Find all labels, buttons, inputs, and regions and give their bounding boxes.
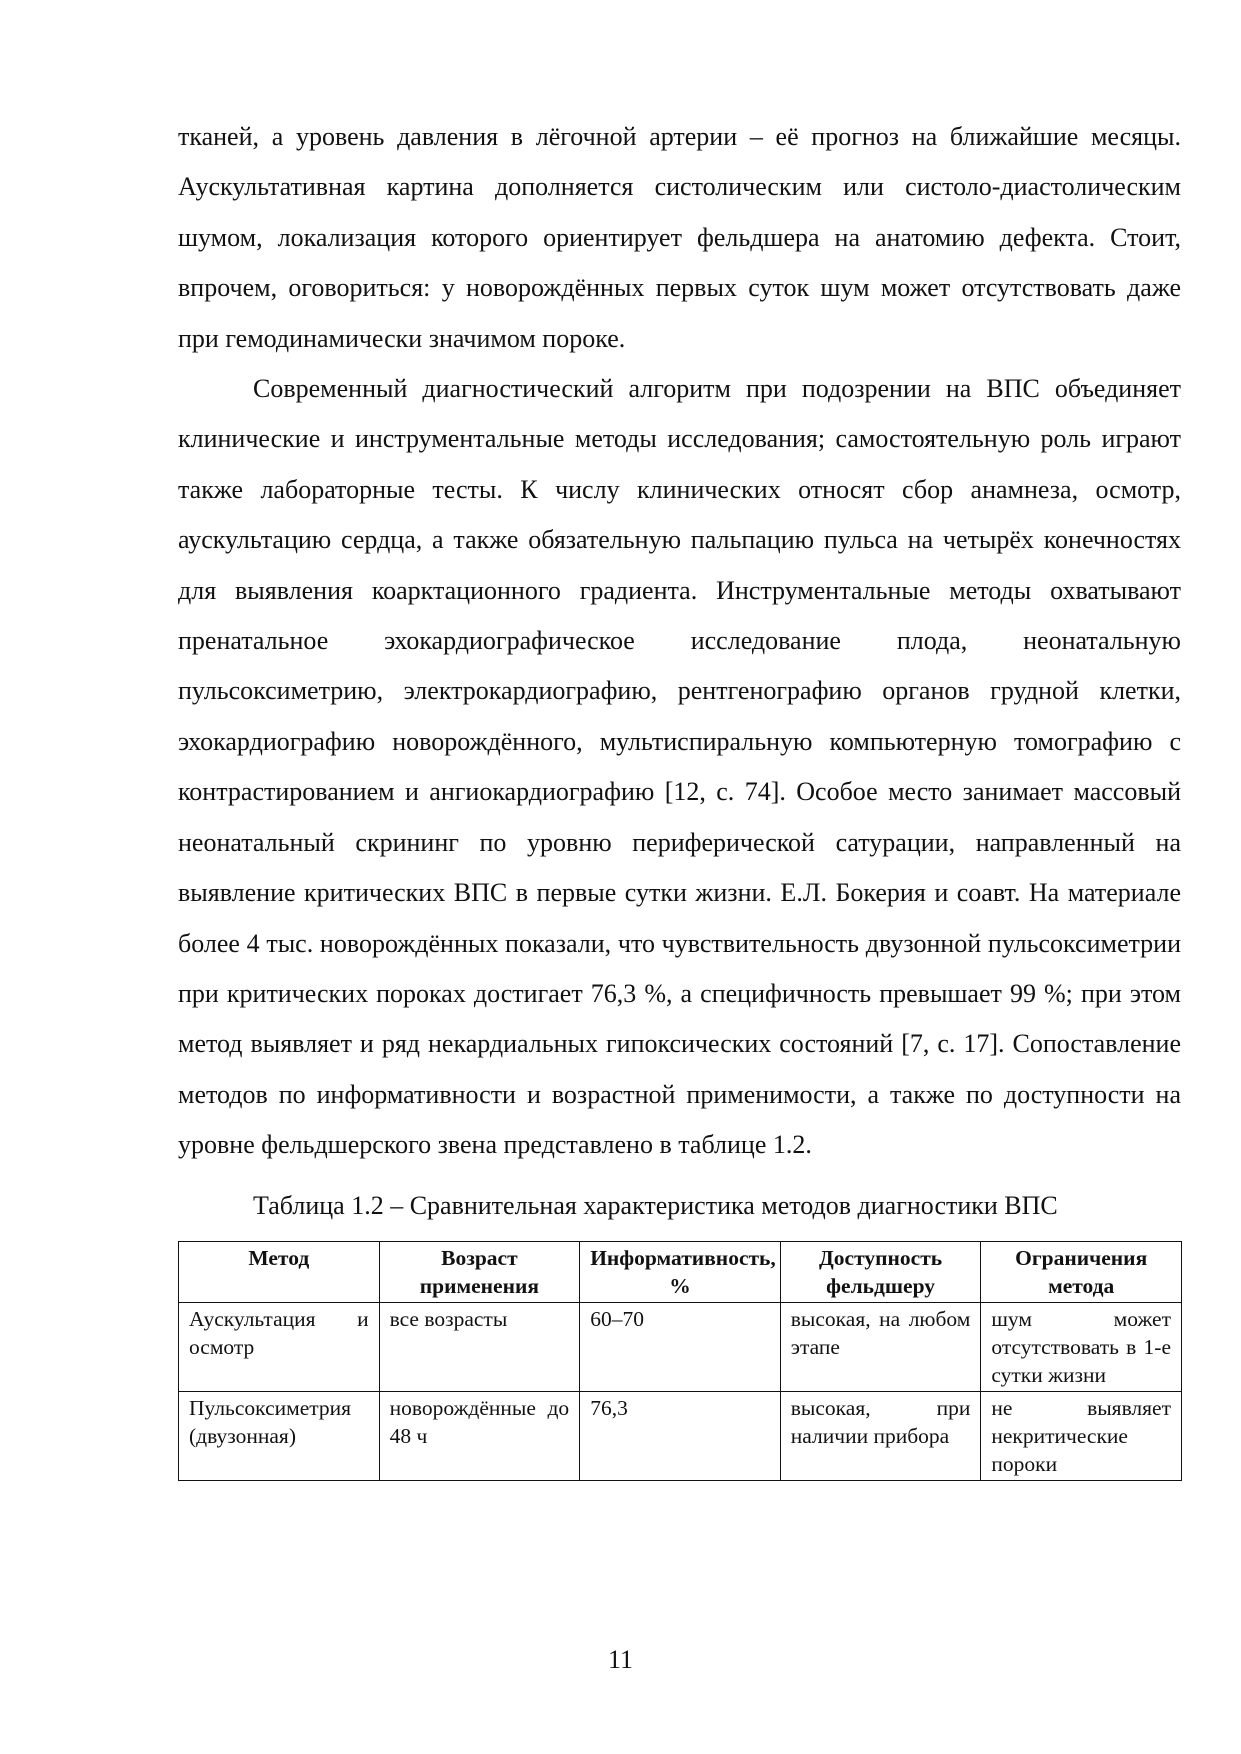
document-page bbox=[178, 112, 1181, 1481]
table-cell: высокая, на любом этапе bbox=[780, 1302, 981, 1391]
table-row bbox=[179, 1302, 1182, 1391]
table-cell: 60–70 bbox=[580, 1302, 781, 1391]
header-limitations: Ограничения метода bbox=[981, 1241, 1182, 1302]
table-cell: все возрасты bbox=[379, 1302, 580, 1391]
header-age: Возраст применения bbox=[379, 1241, 580, 1302]
paragraph-1: тканей, а уровень давления в лёгочной артерии – её прогноз на ближайшие месяцы. Аускультативная картина дополняется систолическим или систоло-диастолическим шумом, локализация которого ориентирует фельдшера на анатомию дефекта. Стоит, впрочем, оговориться: у новорождённых первых суток шум может отсутствовать даже при гемодинамически значимом пороке. bbox=[178, 122, 1181, 353]
table-cell: Аускультация и осмотр bbox=[179, 1302, 380, 1391]
table-cell: 76,3 bbox=[580, 1391, 781, 1480]
table-cell: Пульсоксиметрия (двузонная) bbox=[179, 1391, 380, 1480]
table-cell: высокая, при наличии прибора bbox=[780, 1391, 981, 1480]
table-row bbox=[179, 1391, 1182, 1480]
comparison-table bbox=[178, 1241, 1182, 1481]
paragraph-2: Современный диагностический алгоритм при подозрении на ВПС объединяет клинические и инструментальные методы исследования; самостоятельную роль играют также лабораторные тесты. К числу клинических относят сбор анамнеза, осмотр, аускультацию сердца, а также обязательную пальпацию пульса на четырёх конечностях для выявления коарктационного градиента. Инструментальные методы охватывают пренатальное эхокардиографическое исследование плода, неонатальную пульсоксиметрию, электрокардиографию, рентгенографию органов грудной клетки, эхокардиографию новорождённого, мультиспиральную компьютерную томографию с контрастированием и ангиокардиографию [12, с. 74]. Особое место занимает массовый неонатальный скрининг по уровню периферической сатурации, направленный на выявление критических ВПС в первые сутки жизни. Е.Л. Бокерия и соавт. На материале более 4 тыс. новорождённых показали, что чувствительность двузонной пульсоксиметрии при критических пороках достигает 76,3 %, а специфичность превышает 99 %; при этом метод выявляет и ряд некардиальных гипоксических состояний [7, с. 17]. Сопоставление методов по информативности и возрастной применимости, а также по доступности на уровне фельдшерского звена представлено в таблице 1.2. bbox=[178, 374, 1181, 1160]
table-caption: Таблица 1.2 – Сравнительная характеристика методов диагностики ВПС bbox=[253, 1190, 1058, 1220]
table-cell: шум может отсутствовать в 1-е сутки жизни bbox=[981, 1302, 1182, 1391]
header-availability: Доступность фельдшеру bbox=[780, 1241, 981, 1302]
header-informativeness: Информативность, % bbox=[580, 1241, 781, 1302]
table-cell: новорождённые до 48 ч bbox=[379, 1391, 580, 1480]
page-number: 11 bbox=[607, 1645, 634, 1674]
table-cell: не выявляет некритические пороки bbox=[981, 1391, 1182, 1480]
header-method: Метод bbox=[179, 1241, 380, 1302]
table-header-row bbox=[179, 1241, 1182, 1302]
